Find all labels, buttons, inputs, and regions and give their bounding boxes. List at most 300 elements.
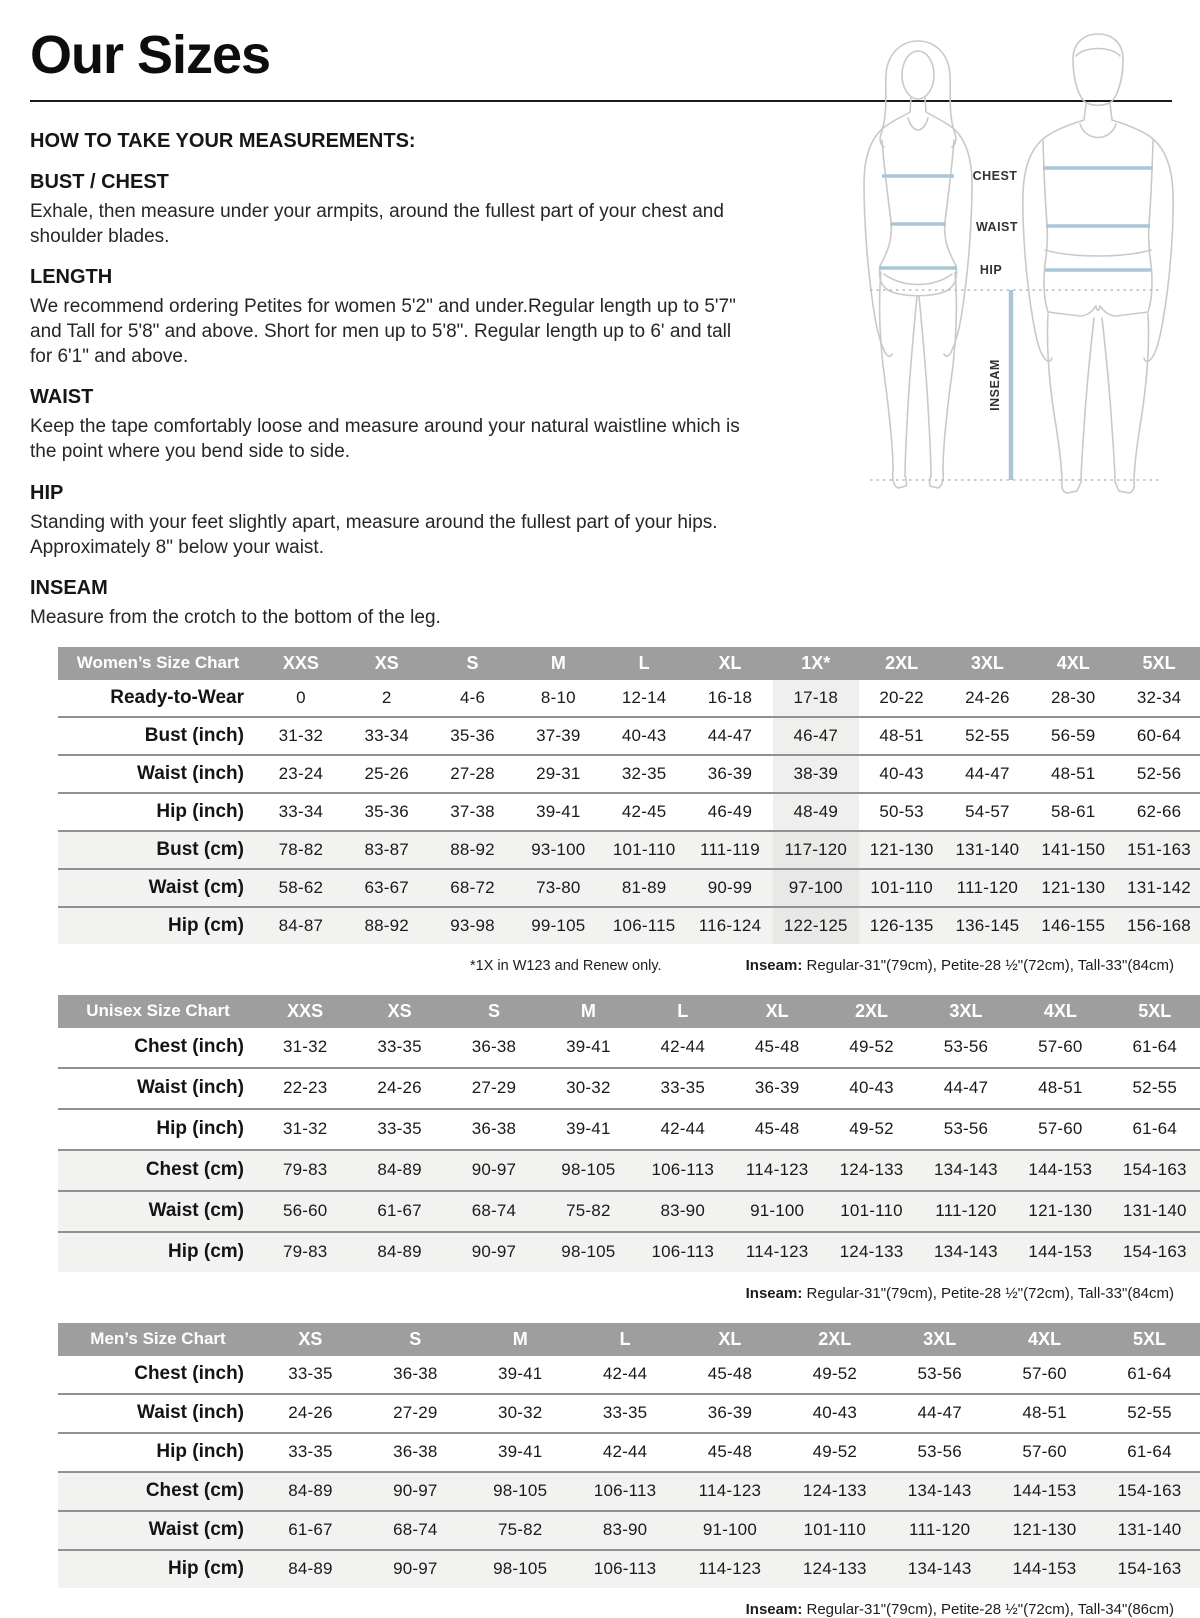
size-cell: 45-48 (730, 1028, 824, 1068)
row-label: Hip (inch) (58, 1109, 258, 1150)
row-label: Hip (inch) (58, 1433, 258, 1472)
size-cell: 114-123 (678, 1550, 783, 1588)
size-cell: 46-49 (687, 793, 773, 831)
size-column-header: M (468, 1323, 573, 1356)
unisex-inseam-note (746, 1285, 1200, 1302)
size-column-header: 5XL (1116, 647, 1200, 680)
size-cell: 49-52 (824, 1109, 918, 1150)
size-cell: 40-43 (782, 1394, 887, 1433)
size-cell: 151-163 (1116, 831, 1200, 869)
size-cell: 60-64 (1116, 717, 1200, 755)
size-cell: 38-39 (773, 755, 859, 793)
table-row (58, 793, 1200, 831)
size-cell: 22-23 (258, 1068, 352, 1109)
table-row (58, 1472, 1200, 1511)
size-cell: 84-89 (352, 1150, 446, 1191)
size-cell: 61-64 (1108, 1109, 1200, 1150)
size-cell: 83-90 (636, 1191, 730, 1232)
size-cell: 48-51 (992, 1394, 1097, 1433)
size-cell: 106-113 (573, 1472, 678, 1511)
size-cell: 39-41 (515, 793, 601, 831)
row-label: Chest (inch) (58, 1356, 258, 1394)
size-cell: 39-41 (541, 1109, 635, 1150)
size-cell: 79-83 (258, 1232, 352, 1272)
size-cell: 12-14 (601, 680, 687, 717)
size-cell: 31-32 (258, 717, 344, 755)
size-cell: 27-29 (447, 1068, 541, 1109)
size-cell: 42-45 (601, 793, 687, 831)
size-cell: 46-47 (773, 717, 859, 755)
size-table (58, 1323, 1200, 1588)
size-cell: 44-47 (919, 1068, 1013, 1109)
size-cell: 144-153 (992, 1550, 1097, 1588)
section-bust-chest (30, 171, 748, 249)
size-cell: 48-51 (1030, 755, 1116, 793)
page-header-area (30, 24, 1172, 630)
size-cell: 33-34 (344, 717, 430, 755)
size-cell: 134-143 (919, 1150, 1013, 1191)
table-row (58, 831, 1200, 869)
size-column-header: L (573, 1323, 678, 1356)
howto-heading: HOW TO TAKE YOUR MEASUREMENTS: (30, 130, 416, 152)
size-cell: 45-48 (678, 1433, 783, 1472)
size-cell: 36-38 (447, 1109, 541, 1150)
size-cell: 27-28 (430, 755, 516, 793)
size-cell: 56-59 (1030, 717, 1116, 755)
size-cell: 56-60 (258, 1191, 352, 1232)
size-cell: 33-35 (258, 1433, 363, 1472)
size-cell: 53-56 (919, 1109, 1013, 1150)
size-cell: 44-47 (945, 755, 1031, 793)
table-title: Unisex Size Chart (58, 995, 258, 1028)
womens-size-chart (30, 647, 1191, 944)
size-cell: 90-97 (363, 1550, 468, 1588)
size-cell: 75-82 (541, 1191, 635, 1232)
table-row (58, 755, 1200, 793)
table-title: Men’s Size Chart (58, 1323, 258, 1356)
size-column-header: M (515, 647, 601, 680)
size-cell: 30-32 (468, 1394, 573, 1433)
size-cell: 28-30 (1030, 680, 1116, 717)
unisex-table-notes (30, 1285, 1200, 1302)
size-cell: 116-124 (687, 907, 773, 944)
size-cell: 20-22 (859, 680, 945, 717)
size-cell: 90-99 (687, 869, 773, 907)
size-cell: 136-145 (945, 907, 1031, 944)
size-cell: 33-35 (258, 1356, 363, 1394)
size-cell: 39-41 (468, 1433, 573, 1472)
size-cell: 24-26 (258, 1394, 363, 1433)
size-cell: 16-18 (687, 680, 773, 717)
size-cell: 68-74 (363, 1511, 468, 1550)
size-cell: 48-51 (859, 717, 945, 755)
size-cell: 91-100 (730, 1191, 824, 1232)
size-cell: 61-64 (1108, 1028, 1200, 1068)
table-row (58, 1550, 1200, 1588)
size-cell: 156-168 (1116, 907, 1200, 944)
size-column-header: XL (678, 1323, 783, 1356)
size-cell: 124-133 (824, 1232, 918, 1272)
size-cell: 36-39 (687, 755, 773, 793)
size-cell: 90-97 (447, 1150, 541, 1191)
row-label: Hip (cm) (58, 1550, 258, 1588)
womens-footnote: *1X in W123 and Renew only. (470, 957, 662, 974)
size-cell: 44-47 (887, 1394, 992, 1433)
size-cell: 42-44 (573, 1356, 678, 1394)
size-cell: 75-82 (468, 1511, 573, 1550)
size-cell: 24-26 (945, 680, 1031, 717)
size-cell: 121-130 (992, 1511, 1097, 1550)
size-cell: 33-35 (352, 1109, 446, 1150)
size-cell: 84-87 (258, 907, 344, 944)
size-cell: 42-44 (636, 1109, 730, 1150)
size-cell: 154-163 (1097, 1550, 1200, 1588)
size-cell: 32-34 (1116, 680, 1200, 717)
size-cell: 61-64 (1097, 1356, 1200, 1394)
size-cell: 83-87 (344, 831, 430, 869)
size-cell: 39-41 (541, 1028, 635, 1068)
section-waist (30, 386, 748, 464)
size-cell: 101-110 (782, 1511, 887, 1550)
size-cell: 131-140 (1108, 1191, 1200, 1232)
section-title: INSEAM (30, 576, 108, 599)
size-cell: 79-83 (258, 1150, 352, 1191)
row-label: Waist (cm) (58, 1191, 258, 1232)
table-row (58, 1511, 1200, 1550)
table-row (58, 680, 1200, 717)
page-title: Our Sizes (30, 25, 271, 85)
table-row (58, 1028, 1200, 1068)
size-cell: 61-64 (1097, 1433, 1200, 1472)
size-cell: 58-61 (1030, 793, 1116, 831)
table-row (58, 1433, 1200, 1472)
size-cell: 111-119 (687, 831, 773, 869)
size-cell: 63-67 (344, 869, 430, 907)
size-cell: 31-32 (258, 1109, 352, 1150)
womens-inseam-note (746, 957, 1200, 974)
size-cell: 61-67 (352, 1191, 446, 1232)
size-cell: 84-89 (258, 1550, 363, 1588)
size-cell: 61-67 (258, 1511, 363, 1550)
size-cell: 57-60 (1013, 1028, 1107, 1068)
male-figure (1023, 34, 1173, 493)
size-column-header: 2XL (782, 1323, 887, 1356)
size-cell: 36-38 (363, 1433, 468, 1472)
size-cell: 50-53 (859, 793, 945, 831)
size-cell: 37-38 (430, 793, 516, 831)
size-table (58, 647, 1200, 944)
size-cell: 40-43 (601, 717, 687, 755)
size-cell: 93-98 (430, 907, 516, 944)
size-cell: 88-92 (430, 831, 516, 869)
size-cell: 106-113 (636, 1150, 730, 1191)
row-label: Waist (inch) (58, 755, 258, 793)
section-body: We recommend ordering Petites for women 5'2" and under.Regular length up to 5'7" and Tall for 5'8" and above. Short for men up to 5'8". Regular length up to 6' and tall for 6'1" and above. (30, 296, 736, 368)
inseam-note-text: Regular-31"(79cm), Petite-28 ½"(72cm), Tall-33"(84cm) (802, 1284, 1174, 1302)
size-cell: 33-34 (258, 793, 344, 831)
hip-label: HIP (979, 263, 1003, 277)
section-body: Keep the tape comfortably loose and measure around your natural waistline which is the point where you bend side to side. (30, 416, 740, 463)
chest-label: CHEST (972, 169, 1018, 183)
size-cell: 35-36 (344, 793, 430, 831)
section-body: Exhale, then measure under your armpits, around the fullest part of your chest and shoulder blades. (30, 201, 724, 248)
section-title: BUST / CHEST (30, 171, 169, 193)
size-cell: 25-26 (344, 755, 430, 793)
inseam-note-text: Regular-31"(79cm), Petite-28 ½"(72cm), Tall-33"(84cm) (802, 956, 1174, 974)
size-cell: 124-133 (782, 1472, 887, 1511)
size-cell: 44-47 (687, 717, 773, 755)
size-column-header: XS (344, 647, 430, 680)
row-label: Ready-to-Wear (58, 680, 258, 717)
size-cell: 101-110 (601, 831, 687, 869)
size-cell: 52-55 (1108, 1068, 1200, 1109)
size-cell: 84-89 (352, 1232, 446, 1272)
size-cell: 52-55 (1097, 1394, 1200, 1433)
size-cell: 35-36 (430, 717, 516, 755)
size-cell: 98-105 (468, 1472, 573, 1511)
section-inseam (30, 577, 748, 630)
waist-label: WAIST (975, 220, 1019, 234)
size-cell: 36-38 (447, 1028, 541, 1068)
size-cell: 49-52 (782, 1433, 887, 1472)
row-label: Hip (cm) (58, 907, 258, 944)
size-column-header: XXS (258, 647, 344, 680)
size-column-header: 5XL (1097, 1323, 1200, 1356)
size-cell: 57-60 (992, 1433, 1097, 1472)
size-table (58, 995, 1200, 1272)
size-cell: 111-120 (919, 1191, 1013, 1232)
size-column-header: XXS (258, 995, 352, 1028)
size-column-header: M (541, 995, 635, 1028)
size-cell: 27-29 (363, 1394, 468, 1433)
size-column-header: S (363, 1323, 468, 1356)
size-cell: 2 (344, 680, 430, 717)
table-row (58, 1356, 1200, 1394)
header-row (58, 647, 1200, 680)
size-cell: 57-60 (1013, 1109, 1107, 1150)
size-cell: 36-39 (730, 1068, 824, 1109)
section-title: HIP (30, 481, 64, 504)
header-row (58, 1323, 1200, 1356)
size-cell: 45-48 (678, 1356, 783, 1394)
size-cell: 81-89 (601, 869, 687, 907)
size-cell: 24-26 (352, 1068, 446, 1109)
size-cell: 134-143 (919, 1232, 1013, 1272)
row-label: Bust (cm) (58, 831, 258, 869)
size-column-header: 4XL (1030, 647, 1116, 680)
size-cell: 106-113 (636, 1232, 730, 1272)
size-cell: 121-130 (1013, 1191, 1107, 1232)
size-cell: 122-125 (773, 907, 859, 944)
size-cell: 106-113 (573, 1550, 678, 1588)
female-figure (864, 41, 972, 488)
size-cell: 90-97 (363, 1472, 468, 1511)
size-cell: 114-123 (730, 1150, 824, 1191)
size-cell: 99-105 (515, 907, 601, 944)
size-cell: 58-62 (258, 869, 344, 907)
size-cell: 131-140 (945, 831, 1031, 869)
size-column-header: 4XL (1013, 995, 1107, 1028)
size-cell: 49-52 (824, 1028, 918, 1068)
size-cell: 31-32 (258, 1028, 352, 1068)
inseam-note-label: Inseam: (745, 1600, 803, 1618)
size-column-header: L (601, 647, 687, 680)
table-row (58, 1394, 1200, 1433)
womens-table-notes (30, 957, 1200, 974)
size-cell: 42-44 (636, 1028, 730, 1068)
size-cell: 33-35 (352, 1028, 446, 1068)
table-title: Women’s Size Chart (58, 647, 258, 680)
size-cell: 30-32 (541, 1068, 635, 1109)
size-cell: 154-163 (1108, 1232, 1200, 1272)
mens-inseam-note (746, 1601, 1200, 1618)
size-cell: 111-120 (945, 869, 1031, 907)
size-column-header: 1X* (773, 647, 859, 680)
size-cell: 106-115 (601, 907, 687, 944)
size-cell: 68-74 (447, 1191, 541, 1232)
size-cell: 144-153 (992, 1472, 1097, 1511)
size-cell: 114-123 (730, 1232, 824, 1272)
size-cell: 37-39 (515, 717, 601, 755)
size-cell: 131-142 (1116, 869, 1200, 907)
size-cell: 144-153 (1013, 1232, 1107, 1272)
size-column-header: L (636, 995, 730, 1028)
size-cell: 146-155 (1030, 907, 1116, 944)
size-cell: 33-35 (573, 1394, 678, 1433)
section-body: Standing with your feet slightly apart, measure around the fullest part of your hips. Approximately 8" below your waist. (30, 511, 718, 558)
size-cell: 29-31 (515, 755, 601, 793)
inseam-note-text: Regular-31"(79cm), Petite-28 ½"(72cm), Tall-34"(86cm) (802, 1600, 1174, 1618)
size-column-header: XS (352, 995, 446, 1028)
table-row (58, 1191, 1200, 1232)
mens-table-notes (30, 1601, 1200, 1618)
header-row (58, 995, 1200, 1028)
size-cell: 124-133 (782, 1550, 887, 1588)
size-cell: 73-80 (515, 869, 601, 907)
section-title: WAIST (30, 386, 94, 409)
section-hip (30, 482, 748, 560)
size-cell: 101-110 (859, 869, 945, 907)
size-column-header: XS (258, 1323, 363, 1356)
table-row (58, 907, 1200, 944)
table-row (58, 717, 1200, 755)
size-column-header: 2XL (859, 647, 945, 680)
size-cell: 93-100 (515, 831, 601, 869)
size-cell: 121-130 (859, 831, 945, 869)
row-label: Waist (cm) (58, 1511, 258, 1550)
size-column-header: XL (687, 647, 773, 680)
size-cell: 48-51 (1013, 1068, 1107, 1109)
size-column-header: 3XL (945, 647, 1031, 680)
size-cell: 83-90 (573, 1511, 678, 1550)
table-row (58, 1150, 1200, 1191)
size-column-header: S (430, 647, 516, 680)
row-label: Hip (inch) (58, 793, 258, 831)
size-column-header: 4XL (992, 1323, 1097, 1356)
size-cell: 114-123 (678, 1472, 783, 1511)
size-cell: 32-35 (601, 755, 687, 793)
size-cell: 134-143 (887, 1472, 992, 1511)
size-cell: 141-150 (1030, 831, 1116, 869)
size-cell: 40-43 (859, 755, 945, 793)
inseam-label: INSEAM (988, 359, 1002, 411)
size-cell: 121-130 (1030, 869, 1116, 907)
size-cell: 144-153 (1013, 1150, 1107, 1191)
size-cell: 33-35 (636, 1068, 730, 1109)
size-cell: 40-43 (824, 1068, 918, 1109)
table-row (58, 1232, 1200, 1272)
unisex-size-chart (30, 995, 1187, 1272)
row-label: Chest (inch) (58, 1028, 258, 1068)
size-cell: 88-92 (344, 907, 430, 944)
size-cell: 53-56 (919, 1028, 1013, 1068)
size-cell: 0 (258, 680, 344, 717)
row-label: Waist (inch) (58, 1068, 258, 1109)
section-title: LENGTH (30, 266, 113, 289)
size-cell: 17-18 (773, 680, 859, 717)
size-column-header: S (447, 995, 541, 1028)
size-cell: 54-57 (945, 793, 1031, 831)
size-cell: 52-56 (1116, 755, 1200, 793)
row-label: Chest (cm) (58, 1472, 258, 1511)
size-cell: 134-143 (887, 1550, 992, 1588)
row-label: Waist (inch) (58, 1394, 258, 1433)
size-cell: 101-110 (824, 1191, 918, 1232)
size-cell: 154-163 (1097, 1472, 1200, 1511)
size-cell: 57-60 (992, 1356, 1097, 1394)
size-cell: 84-89 (258, 1472, 363, 1511)
size-cell: 90-97 (447, 1232, 541, 1272)
size-cell: 91-100 (678, 1511, 783, 1550)
mens-size-chart (30, 1323, 1182, 1588)
size-cell: 53-56 (887, 1356, 992, 1394)
size-cell: 62-66 (1116, 793, 1200, 831)
size-cell: 98-105 (541, 1150, 635, 1191)
size-cell: 111-120 (887, 1511, 992, 1550)
size-cell: 49-52 (782, 1356, 887, 1394)
size-cell: 131-140 (1097, 1511, 1200, 1550)
row-label: Waist (cm) (58, 869, 258, 907)
table-row (58, 869, 1200, 907)
size-cell: 98-105 (541, 1232, 635, 1272)
size-cell: 8-10 (515, 680, 601, 717)
size-column-header: 5XL (1108, 995, 1200, 1028)
inseam-note-label: Inseam: (745, 956, 803, 974)
inseam-note-label: Inseam: (745, 1284, 803, 1302)
section-length (30, 266, 748, 369)
row-label: Bust (inch) (58, 717, 258, 755)
size-cell: 154-163 (1108, 1150, 1200, 1191)
size-cell: 124-133 (824, 1150, 918, 1191)
size-cell: 117-120 (773, 831, 859, 869)
size-cell: 98-105 (468, 1550, 573, 1588)
size-cell: 78-82 (258, 831, 344, 869)
size-cell: 23-24 (258, 755, 344, 793)
size-cell: 97-100 (773, 869, 859, 907)
size-column-header: 3XL (887, 1323, 992, 1356)
size-cell: 126-135 (859, 907, 945, 944)
size-cell: 53-56 (887, 1433, 992, 1472)
size-cell: 42-44 (573, 1433, 678, 1472)
section-body: Measure from the crotch to the bottom of the leg. (30, 606, 441, 628)
table-row (58, 1068, 1200, 1109)
size-cell: 39-41 (468, 1356, 573, 1394)
table-row (58, 1109, 1200, 1150)
size-column-header: 3XL (919, 995, 1013, 1028)
size-cell: 36-39 (678, 1394, 783, 1433)
row-label: Hip (cm) (58, 1232, 258, 1272)
row-label: Chest (cm) (58, 1150, 258, 1191)
